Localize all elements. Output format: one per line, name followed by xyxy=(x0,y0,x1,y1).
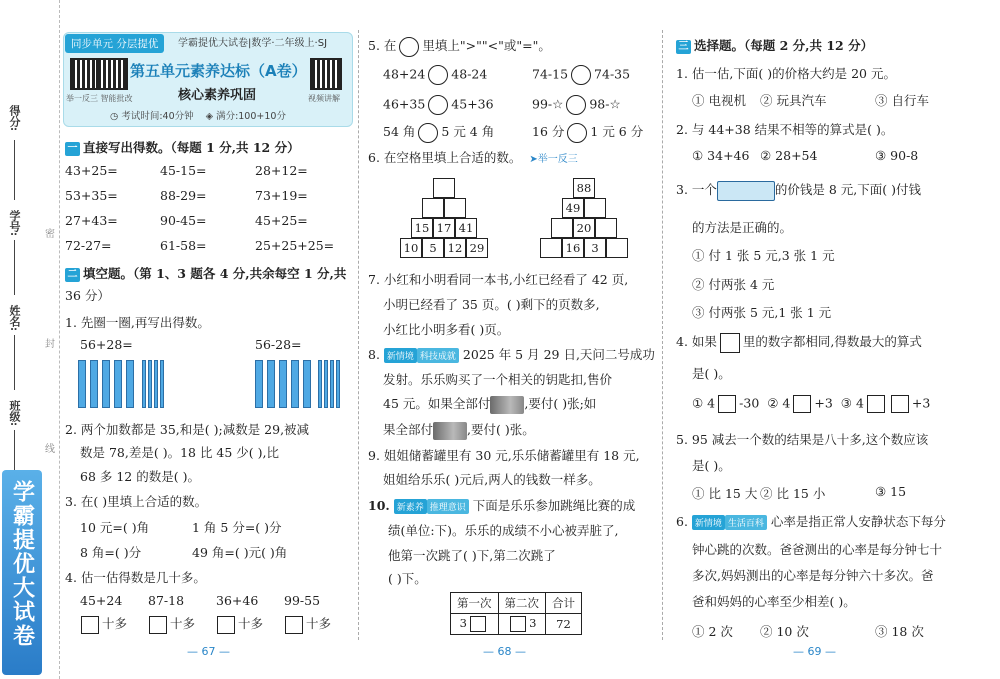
digit-box[interactable] xyxy=(891,395,909,413)
choice-3: 3. 一个 的价钱是 8 元,下面( )付钱 xyxy=(676,180,921,201)
stick xyxy=(160,360,164,408)
compare-circle[interactable] xyxy=(428,65,448,85)
question-6: 6. 在空格里填上合适的数。 ➤举一反三 xyxy=(368,150,578,165)
pyramid-cell: 20 xyxy=(573,218,595,238)
pyramid-cell: 17 xyxy=(433,218,455,238)
section-2-heading-cont: 36 分） xyxy=(65,288,110,303)
answer-box[interactable] xyxy=(285,616,303,634)
qr-code-icon xyxy=(310,58,342,90)
new-context-tag: 新情境 xyxy=(692,515,725,530)
choice-2-option[interactable]: ① 34+46 xyxy=(692,148,750,163)
pyramid-cell[interactable] xyxy=(433,178,455,198)
arrow-right-icon: ➤ xyxy=(529,154,538,165)
table-header: 合计 xyxy=(546,593,582,614)
question-10-line-2: 绩(单位:下)。乐乐的成绩不小心被弄脏了, xyxy=(388,523,619,538)
q4-expr: 45+24 xyxy=(80,593,123,608)
stick-bundle xyxy=(291,360,299,408)
compare-circle[interactable] xyxy=(399,37,419,57)
stick-bundle xyxy=(267,360,275,408)
pyramid-cell: 49 xyxy=(562,198,584,218)
page-title: 第五单元素养达标（A卷） xyxy=(130,62,307,80)
compare-row-right: 74-15 74-35 xyxy=(532,65,630,85)
question-8-line-3: 45 元。如果全部付 ,要付( )张;如 xyxy=(383,394,596,414)
cut-mark-1: 密 xyxy=(45,229,55,240)
page-subtitle: 核心素养巩固 xyxy=(178,88,257,103)
page-number-68: — 68 — xyxy=(483,645,526,658)
topic-tag: 推理意识 xyxy=(427,499,469,514)
question-9-line-1: 9. 姐姐储蓄罐里有 30 元,乐乐储蓄罐里有 18 元, xyxy=(368,448,640,463)
question-2-line-1: 2. 两个加数都是 35,和是( );减数是 29,被减 xyxy=(65,422,310,437)
pyramid-cell: 10 xyxy=(400,238,422,258)
class-label: 班级: xyxy=(8,400,21,427)
choice-6-option[interactable]: ③ 18 次 xyxy=(875,624,924,639)
smudge-box[interactable] xyxy=(510,616,526,632)
choice-2-option[interactable]: ② 28+54 xyxy=(760,148,818,163)
cut-mark-2: 封 xyxy=(45,339,55,350)
choice-3-opt-1: ① 付 1 张 5 元,3 张 1 元 xyxy=(692,248,835,263)
stick-bundle xyxy=(78,360,86,408)
pyramid-cell: 88 xyxy=(573,178,595,198)
q3-a: 10 元=( )角 xyxy=(80,520,150,535)
name-line xyxy=(14,335,15,390)
table-cell-second: 3 xyxy=(498,614,546,635)
score-table xyxy=(450,592,582,635)
question-8-line-2: 发射。乐乐购买了一个相关的钥匙扣,售价 xyxy=(383,372,612,387)
pyramid-cell: 5 xyxy=(422,238,444,258)
section-3-heading: 三 选择题。（每题 2 分,共 12 分） xyxy=(676,36,873,54)
pyramid-cell[interactable] xyxy=(444,198,466,218)
q3-b: 1 角 5 分=( )分 xyxy=(192,520,282,535)
compare-row-left: 54 角 5 元 4 角 xyxy=(383,122,494,143)
calc-item: 90-45= xyxy=(160,213,207,228)
stick xyxy=(330,360,334,408)
pyramid-cell[interactable] xyxy=(422,198,444,218)
pyramid-cell: 29 xyxy=(466,238,488,258)
compare-circle[interactable] xyxy=(567,123,587,143)
brand-logo xyxy=(2,470,42,675)
stick-bundle xyxy=(279,360,287,408)
qr-caption-right: 视频讲解 xyxy=(308,94,340,103)
exam-info xyxy=(110,108,286,122)
score-label: 得分: xyxy=(8,105,21,132)
question-2-line-2: 数是 78,差是( )。18 比 45 少( ),比 xyxy=(80,445,280,460)
q4-expr: 87-18 xyxy=(148,593,185,608)
compare-row-right: 16 分 1 元 6 分 xyxy=(532,122,643,143)
pyramid-cell: 3 xyxy=(584,238,606,258)
choice-6-option[interactable]: ② 10 次 xyxy=(760,624,809,639)
id-line xyxy=(14,240,15,295)
page-number-69: — 69 — xyxy=(793,645,836,658)
question-2-line-3: 68 多 12 的数是( )。 xyxy=(80,469,200,484)
q1-expr-a: 56+28= xyxy=(80,337,133,352)
brand-text: 学霸提优大试卷 xyxy=(9,480,35,648)
calc-item: 61-58= xyxy=(160,238,207,253)
question-8-line-4: 果全部付 ,要付( )张。 xyxy=(383,420,535,440)
section-number: 二 xyxy=(65,268,80,282)
section-1-heading: 一 直接写出得数。（每题 1 分,共 12 分） xyxy=(65,138,300,156)
question-3: 3. 在( )里填上合适的数。 xyxy=(65,494,208,509)
section-number: 一 xyxy=(65,142,80,156)
stick xyxy=(324,360,328,408)
stick xyxy=(336,360,340,408)
calc-item: 25+25+25= xyxy=(255,238,335,253)
q4-answer: 十多 xyxy=(214,614,263,634)
digit-box[interactable] xyxy=(718,395,736,413)
choice-6-line-2: 钟心跳的次数。爸爸测出的心率是每分钟七十 xyxy=(692,542,943,557)
choice-3-opt-3: ③ 付两张 5 元,1 张 1 元 xyxy=(692,305,832,320)
question-10-line-3: 他第一次跳了( )下,第二次跳了 xyxy=(388,548,556,563)
stick-bundle xyxy=(126,360,134,408)
table-header: 第二次 xyxy=(498,593,546,614)
calc-item: 43+25= xyxy=(65,163,118,178)
stick xyxy=(318,360,322,408)
compare-circle[interactable] xyxy=(418,123,438,143)
question-10-line-1: 10. 新素养 推理意识 下面是乐乐参加跳绳比赛的成 xyxy=(368,498,636,513)
question-7-line-1: 7. 小红和小明看同一本书,小红已经看了 42 页, xyxy=(368,272,629,287)
choice-3-line-2: 的方法是正确的。 xyxy=(692,220,793,235)
q4-answer: 十多 xyxy=(282,614,331,634)
score-icon: ◈ xyxy=(205,111,214,122)
digit-box[interactable] xyxy=(720,333,740,353)
answer-box[interactable] xyxy=(81,616,99,634)
pyramid-cell[interactable] xyxy=(606,238,628,258)
id-label: 学号: xyxy=(8,210,21,237)
stick-bundle xyxy=(102,360,110,408)
choice-5-option[interactable]: ② 比 15 小 xyxy=(760,486,826,501)
section-2-heading: 二 填空题。（第 1、3 题各 4 分,共余每空 1 分,共 xyxy=(65,264,346,282)
table-cell-total: 72 xyxy=(546,614,582,635)
pencil-case-icon xyxy=(717,181,775,201)
header-series: 学霸提优大试卷|数学·二年级上·SJ xyxy=(178,38,328,49)
exam-time: 考试时间:40分钟 xyxy=(121,111,194,122)
compare-circle[interactable] xyxy=(428,95,448,115)
pyramid-cell: 16 xyxy=(562,238,584,258)
topic-tag: 生活百科 xyxy=(725,515,767,530)
answer-box[interactable] xyxy=(149,616,167,634)
choice-4: 4. 如果 里的数字都相同,得数最大的算式 xyxy=(676,332,922,353)
pyramid-cell: 41 xyxy=(455,218,477,238)
section-number: 三 xyxy=(676,40,691,54)
choice-4-options: ① 4 -30 ② 4 +3 ③ 4 +3 xyxy=(692,395,930,413)
compare-circle[interactable] xyxy=(566,95,586,115)
calc-item: 27+43= xyxy=(65,213,118,228)
choice-6-line-3: 多次,妈妈测出的心率是每分钟六十多次。爸 xyxy=(692,568,934,583)
page-number-67: — 67 — xyxy=(187,645,230,658)
compare-circle[interactable] xyxy=(571,65,591,85)
question-1: 1. 先圈一圈,再写出得数。 xyxy=(65,315,210,330)
pyramid-cell[interactable] xyxy=(540,238,562,258)
pyramid-cell[interactable] xyxy=(584,198,606,218)
choice-2-option[interactable]: ③ 90-8 xyxy=(875,148,919,163)
choice-2: 2. 与 44+38 结果不相等的算式是( )。 xyxy=(676,122,894,137)
clock-icon: ◷ xyxy=(110,111,119,122)
calc-item: 72-27= xyxy=(65,238,112,253)
table-header: 第一次 xyxy=(451,593,499,614)
name-label: 姓名: xyxy=(8,305,21,332)
column-divider-1 xyxy=(358,30,359,640)
stick xyxy=(154,360,158,408)
stick-bundle xyxy=(255,360,263,408)
new-literacy-tag: 新素养 xyxy=(394,499,427,514)
pyramid-cell[interactable] xyxy=(551,218,573,238)
calc-item: 88-29= xyxy=(160,188,207,203)
q6-tag: 举一反三 xyxy=(537,154,578,165)
question-7-line-2: 小明已经看了 35 页。( )剩下的页数多, xyxy=(383,297,600,312)
choice-6-line-4: 爸和妈妈的心率至少相差( )。 xyxy=(692,594,856,609)
stick-bundle xyxy=(90,360,98,408)
choice-5-line-1: 5. 95 减去一个数的结果是八十多,这个数应该 xyxy=(676,432,929,447)
question-5: 5. 在 里填上">""<"或"="。 xyxy=(368,36,551,57)
choice-3-opt-2: ② 付两张 4 元 xyxy=(692,277,775,292)
q1-expr-b: 56-28= xyxy=(255,337,302,352)
choice-1-option[interactable]: ① 电视机 xyxy=(692,93,746,108)
calc-item: 45+25= xyxy=(255,213,308,228)
topic-tag: 科技成就 xyxy=(417,348,459,363)
choice-5-option[interactable]: ③ 15 xyxy=(875,484,907,499)
banknote-5-icon xyxy=(433,422,467,440)
calc-item: 45-15= xyxy=(160,163,207,178)
compare-row-left: 48+24 48-24 xyxy=(383,65,487,85)
q3-c: 8 角=( )分 xyxy=(80,545,142,560)
qr-code-icon xyxy=(96,58,128,90)
q4-answer: 十多 xyxy=(78,614,127,634)
pyramid-cell[interactable] xyxy=(595,218,617,238)
calc-item: 73+19= xyxy=(255,188,308,203)
choice-6-line-1: 6. 新情境 生活百科 心率是指正常人安静状态下每分 xyxy=(676,514,946,529)
choice-4-line-2: 是( )。 xyxy=(692,366,731,381)
question-8-line-1: 8. 新情境 科技成就 2025 年 5 月 29 日,天问二号成功 xyxy=(368,347,655,362)
new-context-tag: 新情境 xyxy=(384,348,417,363)
compare-row-right: 99-☆ 98-☆ xyxy=(532,95,621,115)
q4-expr: 36+46 xyxy=(216,593,259,608)
calc-item: 53+35= xyxy=(65,188,118,203)
choice-1: 1. 估一估,下面( )的价格大约是 20 元。 xyxy=(676,66,896,81)
compare-row-left: 46+35 45+36 xyxy=(383,95,494,115)
choice-1-option[interactable]: ③ 自行车 xyxy=(875,93,929,108)
qr-caption-left: 举一反三 智能批改 xyxy=(66,94,133,103)
stick-bundle xyxy=(303,360,311,408)
banknote-20-icon xyxy=(490,396,524,414)
digit-box[interactable] xyxy=(793,395,811,413)
smudge-box[interactable] xyxy=(470,616,486,632)
choice-6-option[interactable]: ① 2 次 xyxy=(692,624,733,639)
q3-d: 49 角=( )元( )角 xyxy=(192,545,288,560)
calc-item: 28+12= xyxy=(255,163,308,178)
table-cell-first: 3 xyxy=(451,614,499,635)
question-4: 4. 估一估得数是几十多。 xyxy=(65,570,206,585)
question-10-line-4: ( )下。 xyxy=(388,571,427,586)
cut-mark-3: 线 xyxy=(45,444,55,455)
class-line xyxy=(14,430,15,470)
q4-expr: 99-55 xyxy=(284,593,321,608)
column-divider-2 xyxy=(662,30,663,640)
header-tag: 同步单元 分层提优 xyxy=(65,34,164,53)
score-line xyxy=(14,140,15,200)
question-9-line-2: 姐姐给乐乐( )元后,两人的钱数一样多。 xyxy=(383,472,601,487)
stick-bundle xyxy=(114,360,122,408)
exam-score: 满分:100+10分 xyxy=(216,111,286,122)
stick xyxy=(142,360,146,408)
q4-answer: 十多 xyxy=(146,614,195,634)
stick xyxy=(148,360,152,408)
choice-1-option[interactable]: ② 玩具汽车 xyxy=(760,93,827,108)
choice-5-option[interactable]: ① 比 15 大 xyxy=(692,486,758,501)
choice-5-line-2: 是( )。 xyxy=(692,458,731,473)
pyramid-cell: 15 xyxy=(411,218,433,238)
digit-box[interactable] xyxy=(867,395,885,413)
answer-box[interactable] xyxy=(217,616,235,634)
question-7-line-3: 小红比小明多看( )页。 xyxy=(383,322,510,337)
pyramid-cell: 12 xyxy=(444,238,466,258)
